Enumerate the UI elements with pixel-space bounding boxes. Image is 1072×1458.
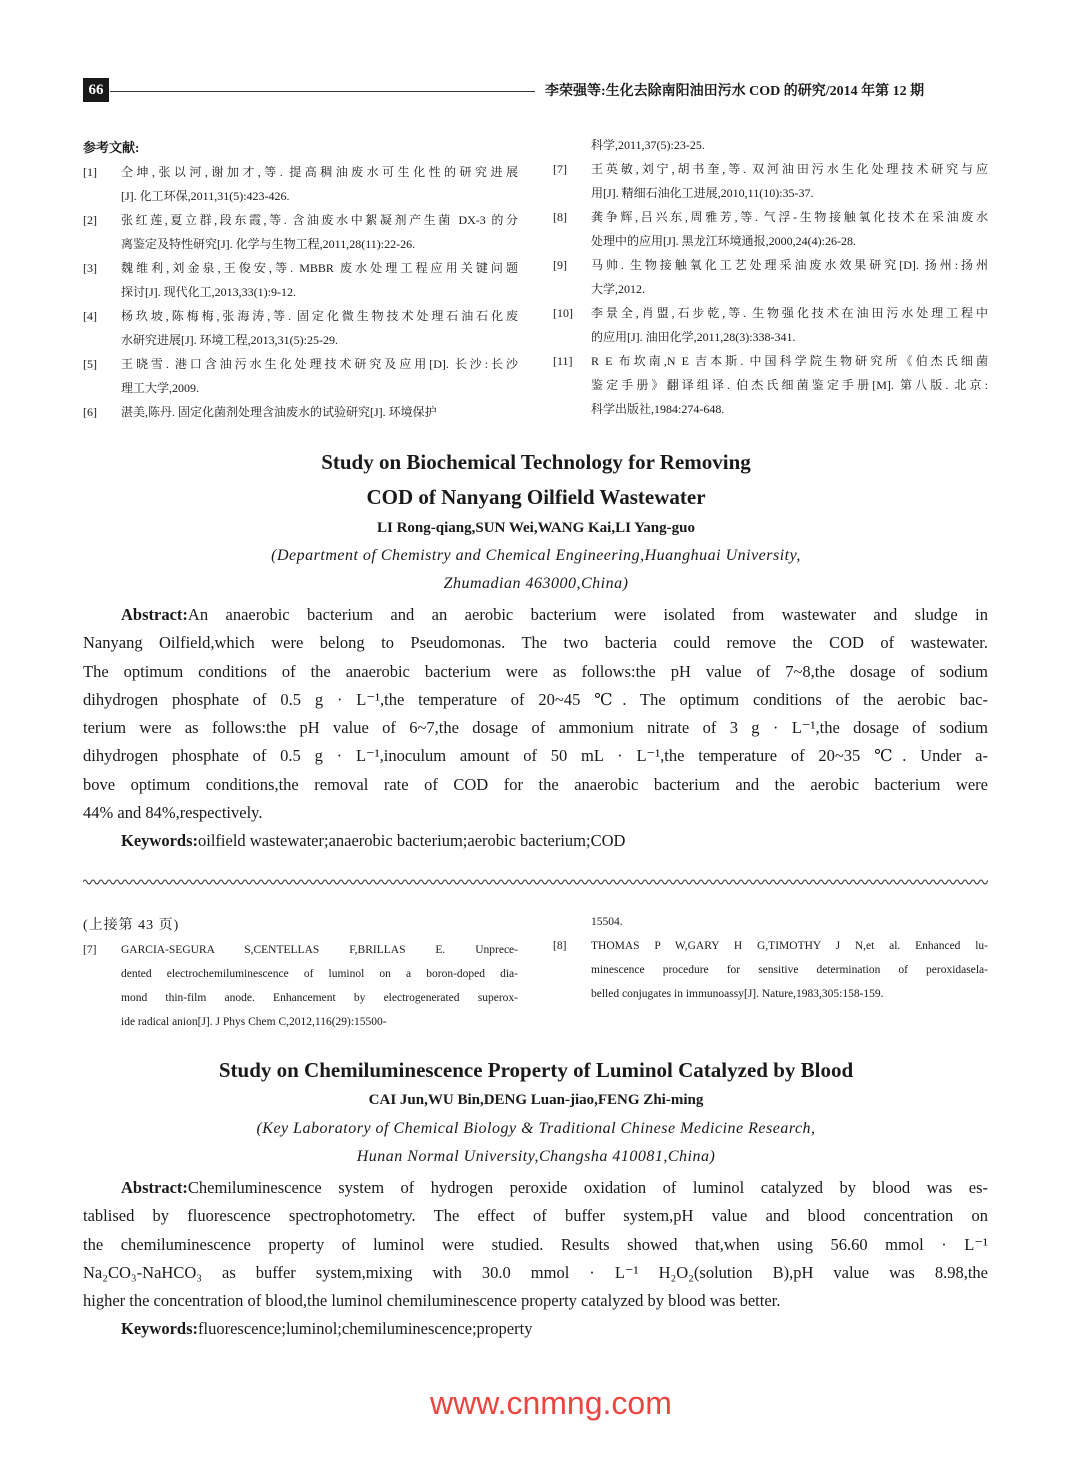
reference-line [553, 253, 988, 277]
reference-text: 李景全,肖盟,石步乾,等. 生物强化技术在油田污水处理工程中 [591, 306, 988, 320]
abstract-line [83, 629, 988, 657]
article2-affiliation-line-1: (Key Laboratory of Chemical Biology & Traditional Chinese Medicine Research, [256, 1120, 816, 1137]
abstract-text: The optimum conditions of the anaerobic bacterium were as follows:the pH value of 7~8,the dosage of sodium [83, 661, 988, 681]
reference-number: [10] [553, 306, 573, 320]
reference-line [553, 934, 988, 958]
reference-number: [5] [83, 357, 97, 371]
reference-text: 科学出版社,1984:274-648. [591, 402, 725, 416]
abstract-text: terium were as follows:the pH value of 6~7,the dosage of ammonium nitrate of 3 g · L⁻¹,the dosage of sodium [83, 718, 988, 738]
abstract-text: bove optimum conditions,the removal rate of COD for the anaerobic bacterium and the aerobic bacterium were [83, 774, 988, 794]
reference-line [553, 397, 988, 421]
article1-keywords [83, 827, 988, 855]
abstract-text: dihydrogen phosphate of 0.5 g · L⁻¹,inoculum amount of 50 mL · L⁻¹,the temperature of 20~35 ℃. Under a- [83, 746, 988, 766]
reference-line [83, 962, 518, 986]
reference-number: [6] [83, 405, 97, 419]
abstract-text: tablised by fluorescence spectrophotometry. The effect of buffer system,pH value and blood concentration on [83, 1206, 988, 1226]
abstract-line [83, 1174, 988, 1202]
watermark: www.cnmng.com [430, 1385, 672, 1421]
reference-number: [2] [83, 213, 97, 227]
reference-text: 张红莲,夏立群,段东霞,等. 含油废水中絮凝剂产生菌 DX-3 的分 [121, 213, 518, 227]
reference-text: THOMAS P W,GARY H G,TIMOTHY J N,et al. Enhanced lu- [591, 940, 988, 952]
reference-line [83, 280, 518, 304]
article1-abstract [83, 601, 988, 827]
abstract-line [83, 601, 988, 629]
abstract-line [83, 714, 988, 742]
reference-line [553, 133, 988, 157]
reference-text: 水研究进展[J]. 环境工程,2013,31(5):25-29. [121, 333, 338, 347]
article1-affiliation-line-1: (Department of Chemistry and Chemical Engineering,Huanghuai University, [271, 547, 801, 564]
article2-keywords [83, 1315, 988, 1343]
reference-line [83, 938, 518, 962]
keywords-text: oilfield wastewater;anaerobic bacterium;aerobic bacterium;COD [198, 831, 626, 850]
continuation-left-column [83, 938, 518, 1034]
abstract-label: Abstract: [121, 1178, 188, 1197]
header-rule [110, 91, 535, 92]
abstract-text: 44% and 84%,respectively. [83, 803, 263, 823]
article1-authors: LI Rong-qiang,SUN Wei,WANG Kai,LI Yang-guo [377, 520, 695, 536]
reference-line [553, 325, 988, 349]
page-number: 66 [83, 78, 109, 102]
reference-text: 理工大学,2009. [121, 381, 200, 395]
reference-line [553, 982, 988, 1006]
section-divider-wavy [83, 877, 988, 887]
reference-line [83, 1010, 518, 1034]
reference-line [83, 184, 518, 208]
reference-number: [4] [83, 309, 97, 323]
references-heading: 参考文献: [83, 140, 140, 155]
abstract-line [83, 799, 988, 827]
reference-text: 用[J]. 精细石油化工进展,2010,11(10):35-37. [591, 186, 814, 200]
reference-line [553, 301, 988, 325]
abstract-line [83, 1231, 988, 1259]
abstract-text: the chemiluminescence property of luminol were studied. Results showed that,when using 56.60 mmol · L⁻¹ [83, 1234, 988, 1254]
reference-line [553, 958, 988, 982]
reference-text: 杨玖坡,陈梅梅,张海涛,等. 固定化微生物技术处理石油石化废 [121, 309, 518, 323]
abstract-line [83, 742, 988, 770]
reference-number: [3] [83, 261, 97, 275]
reference-text: 王英敏,刘宁,胡书奎,等. 双河油田污水生化处理技术研究与应 [591, 162, 988, 176]
reference-line [553, 205, 988, 229]
abstract-text: Nanyang Oilfield,which were belong to Pseudomonas. The two bacteria could remove the COD of wastewater. [83, 633, 988, 653]
reference-text: R E 布坎南,N E 吉本斯. 中国科学院生物研究所《伯杰氏细菌 [591, 354, 988, 368]
abstract-line [83, 1202, 988, 1230]
reference-text: GARCIA-SEGURA S,CENTELLAS F,BRILLAS E. Unprece- [121, 944, 518, 956]
keywords-label: Keywords: [121, 831, 198, 850]
reference-line [83, 208, 518, 232]
reference-text: dented electrochemiluminescence of luminol on a boron-doped dia- [121, 968, 518, 980]
abstract-text: Chemiluminescence system of hydrogen peroxide oxidation of luminol catalyzed by blood was es- [187, 1178, 988, 1197]
running-title: 李荣强等:生化去除南阳油田污水 COD 的研究/2014 年第 12 期 [545, 84, 925, 99]
reference-text: 大学,2012. [591, 282, 646, 296]
reference-number: [9] [553, 258, 567, 272]
keywords-label: Keywords: [121, 1319, 198, 1338]
reference-text: belled conjugates in immunoassy[J]. Nature,1983,305:158-159. [591, 988, 884, 1000]
article2-abstract [83, 1174, 988, 1315]
article2-title: Study on Chemiluminescence Property of Luminol Catalyzed by Blood [218, 1058, 854, 1082]
abstract-line [83, 1287, 988, 1315]
article2-authors: CAI Jun,WU Bin,DENG Luan-jiao,FENG Zhi-ming [368, 1092, 704, 1108]
reference-text: 离鉴定及特性研究[J]. 化学与生物工程,2011,28(11):22-26. [121, 237, 416, 251]
reference-line [83, 352, 518, 376]
continuation-note: (上接第 43 页) [83, 918, 180, 933]
abstract-line [83, 771, 988, 799]
article1-affiliation-line-2: Zhumadian 463000,China) [443, 575, 629, 592]
reference-text: 王晓雪. 港口含油污水生化处理技术研究及应用[D]. 长沙:长沙 [121, 357, 518, 371]
reference-text: 龚争辉,吕兴东,周雅芳,等. 气浮-生物接触氧化技术在采油废水 [591, 210, 988, 224]
abstract-line [83, 686, 988, 714]
reference-text: 处理中的应用[J]. 黑龙江环境通报,2000,24(4):26-28. [591, 234, 856, 248]
reference-line [83, 160, 518, 184]
reference-number: [7] [83, 944, 97, 956]
reference-text: mond thin-film anode. Enhancement by electrogenerated superox- [121, 992, 518, 1004]
reference-text: 科学,2011,37(5):23-25. [591, 138, 705, 152]
reference-text: 鉴定手册》翻译组译. 伯杰氏细菌鉴定手册[M]. 第八版. 北京: [591, 378, 988, 392]
article2-affiliation-line-2: Hunan Normal University,Changsha 410081,China) [356, 1148, 716, 1165]
references-left-column [83, 160, 518, 424]
reference-number: [8] [553, 210, 567, 224]
reference-line [553, 229, 988, 253]
abstract-text: dihydrogen phosphate of 0.5 g · L⁻¹,the temperature of 20~45 ℃. The optimum conditions of the aerobic bac- [83, 689, 988, 709]
reference-line [553, 181, 988, 205]
references-right-column [553, 133, 988, 421]
reference-line [553, 349, 988, 373]
reference-line [553, 373, 988, 397]
continuation-right-column [553, 910, 988, 1006]
reference-text: 马帅. 生物接触氧化工艺处理采油废水效果研究[D]. 扬州:扬州 [591, 258, 988, 272]
abstract-text: An anaerobic bacterium and an aerobic bacterium were isolated from wastewater and sludge in [187, 605, 988, 624]
reference-text: 魏维利,刘金泉,王俊安,等. MBBR 废水处理工程应用关键问题 [121, 261, 518, 275]
abstract-line [83, 658, 988, 686]
reference-text: 的应用[J]. 油田化学,2011,28(3):338-341. [591, 330, 796, 344]
reference-line [83, 376, 518, 400]
article1-title-line-1: Study on Biochemical Technology for Removing [321, 450, 751, 474]
reference-text: 探讨[J]. 现代化工,2013,33(1):9-12. [121, 285, 296, 299]
abstract-label: Abstract: [121, 605, 188, 624]
reference-line [553, 277, 988, 301]
reference-line [553, 157, 988, 181]
reference-number: [7] [553, 162, 567, 176]
reference-number: [1] [83, 165, 97, 179]
reference-line [83, 232, 518, 256]
reference-line [83, 986, 518, 1010]
reference-text: 仝坤,张以河,谢加才,等. 提高稠油废水可生化性的研究进展 [121, 165, 518, 179]
keywords-text: fluorescence;luminol;chemiluminescence;property [198, 1319, 533, 1338]
reference-text: [J]. 化工环保,2011,31(5):423-426. [121, 189, 290, 203]
reference-line [553, 910, 988, 934]
reference-line [83, 400, 518, 424]
reference-line [83, 328, 518, 352]
reference-text: 湛美,陈丹. 固定化菌剂处理含油废水的试验研究[J]. 环境保护 [121, 405, 437, 419]
reference-text: 15504. [591, 916, 623, 928]
abstract-text: higher the concentration of blood,the luminol chemiluminescence property catalyzed by blood was better. [83, 1291, 781, 1311]
reference-text: ide radical anion[J]. J Phys Chem C,2012,116(29):15500- [121, 1016, 387, 1028]
reference-line [83, 304, 518, 328]
abstract-text: Na₂CO₃-NaHCO₃ as buffer system,mixing with 30.0 mmol · L⁻¹ H₂O₂(solution B),pH value was 8.98,the [83, 1262, 988, 1282]
article1-title-line-2: COD of Nanyang Oilfield Wastewater [366, 485, 706, 509]
reference-text: minescence procedure for sensitive determination of peroxidasela- [591, 964, 988, 976]
reference-number: [8] [553, 940, 567, 952]
reference-line [83, 256, 518, 280]
abstract-line [83, 1259, 988, 1287]
reference-number: [11] [553, 354, 573, 368]
